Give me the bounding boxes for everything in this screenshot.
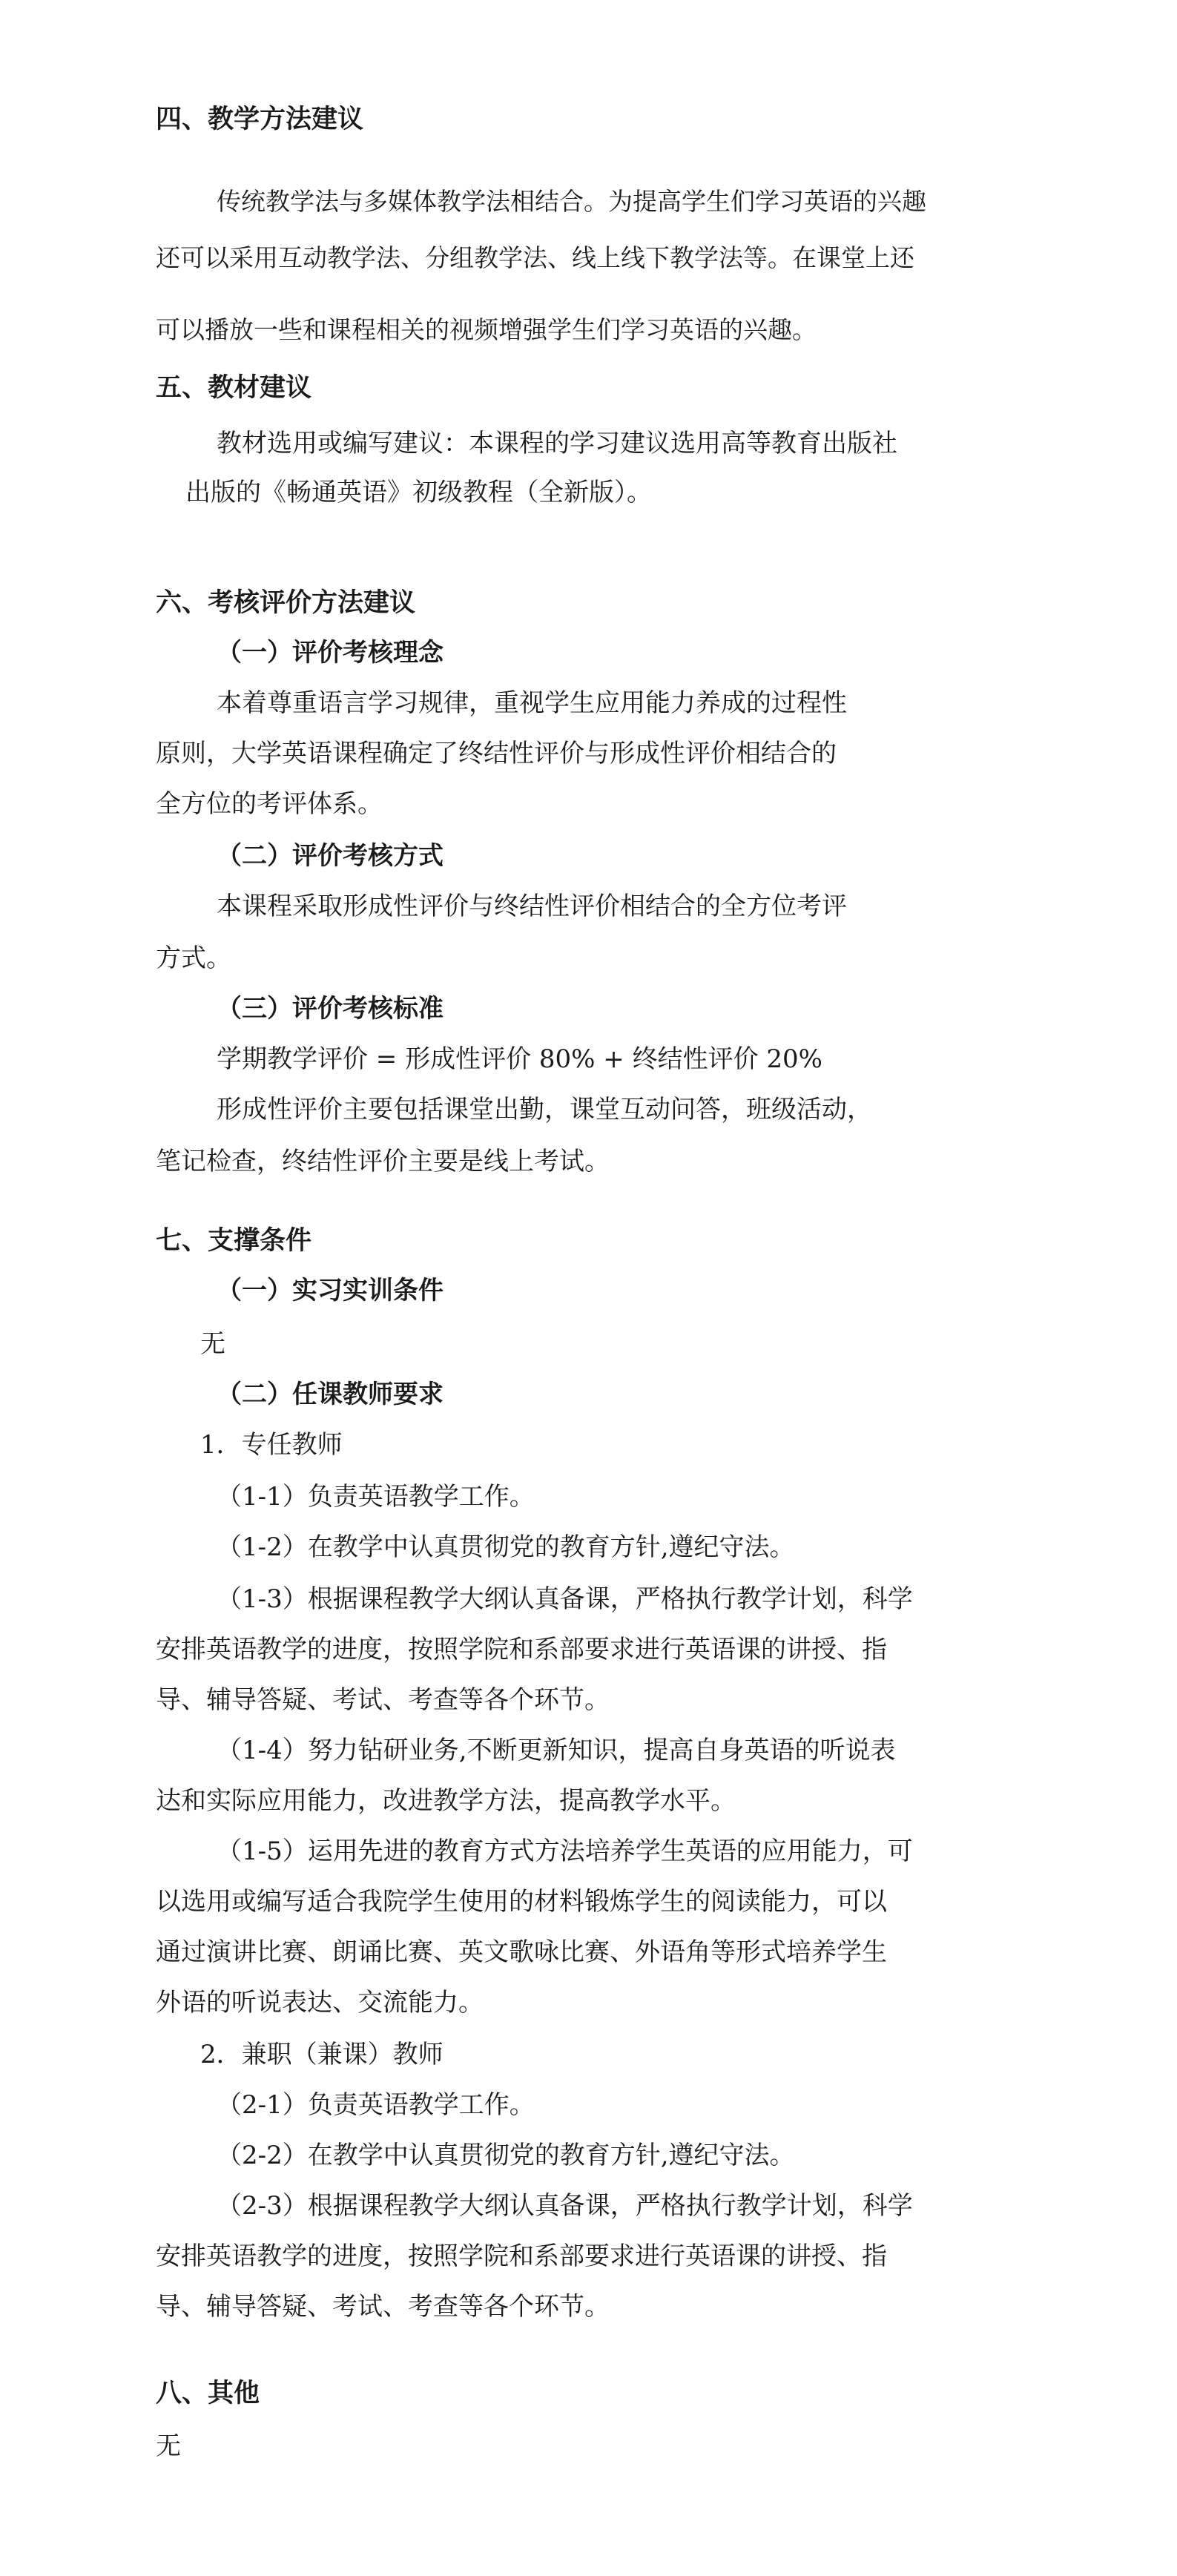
- section-heading-4: 四、教学方法建议: [156, 105, 364, 134]
- subsection-heading: （二）评价考核方式: [217, 841, 444, 871]
- list-item-cont: 达和实际应用能力，改进教学方法，提高教学水平。: [156, 1786, 736, 1816]
- list-item: （1-1）负责英语教学工作。: [217, 1482, 535, 1512]
- list-item: （1-2）在教学中认真贯彻党的教育方针,遵纪守法。: [217, 1532, 795, 1562]
- list-item-cont: 安排英语教学的进度，按照学院和系部要求进行英语课的讲授、指: [156, 2241, 887, 2271]
- list-item: （2-2）在教学中认真贯彻党的教育方针,遵纪守法。: [217, 2141, 795, 2170]
- list-item-cont: 通过演讲比赛、朗诵比赛、英文歌咏比赛、外语角等形式培养学生: [156, 1937, 887, 1967]
- list-item: （2-3）根据课程教学大纲认真备课，严格执行教学计划，科学: [217, 2191, 913, 2221]
- paragraph-line: 方式。: [156, 943, 231, 973]
- list-item: （2-1）负责英语教学工作。: [217, 2090, 535, 2120]
- section-heading-7: 七、支撑条件: [156, 1226, 312, 1256]
- paragraph-line: 形成性评价主要包括课堂出勤，课堂互动问答，班级活动，: [217, 1095, 872, 1124]
- list-item: （1-5）运用先进的教育方式方法培养学生英语的应用能力，可: [217, 1837, 913, 1866]
- subsection-heading: （二）任课教师要求: [217, 1380, 444, 1409]
- list-heading: 2．兼职（兼课）教师: [200, 2040, 444, 2069]
- section-heading-6: 六、考核评价方法建议: [156, 588, 416, 618]
- list-item-cont: 以选用或编写适合我院学生使用的材料锻炼学生的阅读能力，可以: [156, 1887, 887, 1917]
- list-item: （1-4）努力钻研业务,不断更新知识，提高自身英语的听说表: [217, 1736, 896, 1765]
- paragraph-line: 原则，大学英语课程确定了终结性评价与形成性评价相结合的: [156, 739, 837, 768]
- paragraph-line: 传统教学法与多媒体教学法相结合。为提高学生们学习英语的兴趣: [217, 187, 926, 216]
- list-item-cont: 导、辅导答疑、考试、考查等各个环节。: [156, 2292, 610, 2322]
- list-item-cont: 外语的听说表达、交流能力。: [156, 1988, 484, 2017]
- section-heading-8: 八、其他: [156, 2379, 260, 2408]
- subsection-heading: （三）评价考核标准: [217, 994, 444, 1024]
- subsection-heading: （一）实习实训条件: [217, 1276, 444, 1305]
- formula-line: 学期教学评价 = 形成性评价 80% + 终结性评价 20%: [217, 1044, 822, 1074]
- list-item-cont: 导、辅导答疑、考试、考查等各个环节。: [156, 1685, 610, 1715]
- list-heading: 1．专任教师: [200, 1430, 343, 1460]
- section-heading-5: 五、教材建议: [156, 373, 312, 403]
- paragraph-line: 本课程采取形成性评价与终结性评价相结合的全方位考评: [217, 892, 847, 921]
- subsection-heading: （一）评价考核理念: [217, 638, 444, 668]
- paragraph-line: 出版的《畅通英语》初级教程（全新版）。: [185, 478, 652, 507]
- none-text: 无: [200, 1329, 225, 1359]
- paragraph-line: 本着尊重语言学习规律，重视学生应用能力养成的过程性: [217, 688, 847, 718]
- list-item: （1-3）根据课程教学大纲认真备课，严格执行教学计划，科学: [217, 1584, 913, 1614]
- paragraph-line: 还可以采用互动教学法、分组教学法、线上线下教学法等。在课堂上还: [156, 243, 914, 272]
- list-item-cont: 安排英语教学的进度，按照学院和系部要求进行英语课的讲授、指: [156, 1635, 887, 1664]
- paragraph-line: 教材选用或编写建议：本课程的学习建议选用高等教育出版社: [217, 429, 897, 458]
- none-text: 无: [156, 2431, 181, 2461]
- paragraph-line: 笔记检查，终结性评价主要是线上考试。: [156, 1147, 610, 1176]
- paragraph-line: 全方位的考评体系。: [156, 789, 383, 819]
- paragraph-line: 可以播放一些和课程相关的视频增强学生们学习英语的兴趣。: [156, 315, 817, 344]
